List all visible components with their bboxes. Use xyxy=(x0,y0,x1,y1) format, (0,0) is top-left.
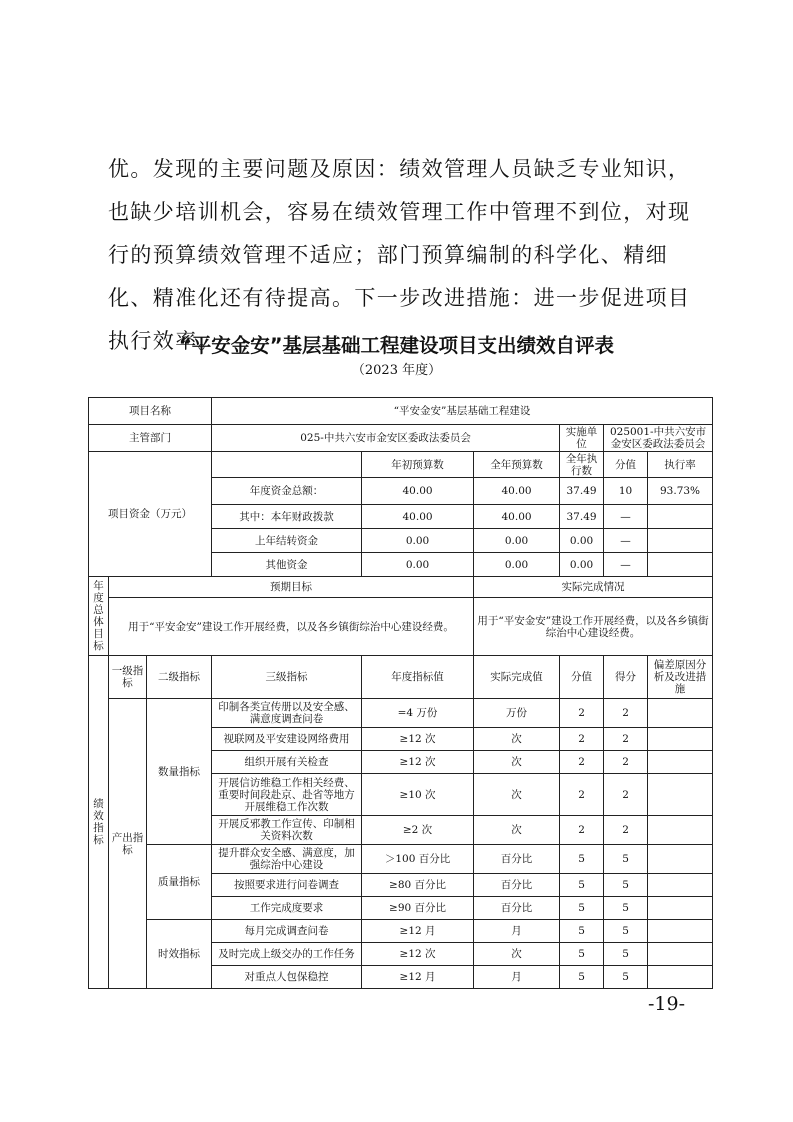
impl-label: 实施单位 xyxy=(560,425,604,452)
target-value: ≥12 月 xyxy=(362,920,474,943)
funds-row-value: 10 xyxy=(604,478,648,505)
table-title: “平安金安”基层基础工程建设项目支出绩效自评表 xyxy=(178,334,615,357)
score-value: 2 xyxy=(560,728,604,751)
reason-cell xyxy=(648,774,713,816)
score-value: 2 xyxy=(560,751,604,774)
funds-row-full: 0.00 xyxy=(474,529,560,553)
reason-cell xyxy=(648,966,713,989)
l3-indicator: 每月完成调查问卷 xyxy=(212,920,362,943)
score: 2 xyxy=(604,728,648,751)
goals-actual-text: 用于“平安金安”建设工作开展经费，以及各乡镇街综治中心建设经费。 xyxy=(474,598,713,656)
target-value: ≥12 月 xyxy=(362,966,474,989)
reason-cell xyxy=(648,816,713,845)
score: 5 xyxy=(604,920,648,943)
col-budget-start: 年初预算数 xyxy=(362,452,474,478)
score: 2 xyxy=(604,751,648,774)
col-actual: 实际完成值 xyxy=(474,656,560,699)
reason-cell xyxy=(648,920,713,943)
dept-value: 025-中共六安市金安区委政法委员会 xyxy=(212,425,560,452)
funds-row-name: 其中：本年财政拨款 xyxy=(212,505,362,529)
target-value: ≥90 百分比 xyxy=(362,897,474,920)
dept-label: 主管部门 xyxy=(89,425,212,452)
actual-value: 百分比 xyxy=(474,897,560,920)
funds-row-full: 0.00 xyxy=(474,553,560,577)
funds-row-rate xyxy=(648,553,713,577)
l3-indicator: 组织开展有关检查 xyxy=(212,751,362,774)
col-score: 得分 xyxy=(604,656,648,699)
perf-label xyxy=(89,656,109,989)
evaluation-table xyxy=(88,397,713,989)
target-value: ≥12 次 xyxy=(362,943,474,966)
target-value: ≥2 次 xyxy=(362,816,474,845)
target-value: ≥80 百分比 xyxy=(362,874,474,897)
reason-cell xyxy=(648,751,713,774)
project-name-value: “平安金安”基层基础工程建设 xyxy=(212,398,713,425)
score: 5 xyxy=(604,845,648,874)
score-value: 2 xyxy=(560,699,604,728)
actual-value: 次 xyxy=(474,816,560,845)
actual-value: 次 xyxy=(474,774,560,816)
reason-cell xyxy=(648,897,713,920)
score-value: 2 xyxy=(560,816,604,845)
goals-actual-label: 实际完成情况 xyxy=(474,577,713,598)
col-value: 分值 xyxy=(560,656,604,699)
table-subtitle: （2023 年度） xyxy=(351,363,442,378)
col-target: 年度指标值 xyxy=(362,656,474,699)
score-value: 5 xyxy=(560,920,604,943)
score-value: 5 xyxy=(560,943,604,966)
funds-row-name: 其他资金 xyxy=(212,553,362,577)
funds-row-value: — xyxy=(604,529,648,553)
goals-expected-label: 预期目标 xyxy=(109,577,474,598)
target-value: ≥12 次 xyxy=(362,751,474,774)
funds-row-name: 上年结转资金 xyxy=(212,529,362,553)
funds-row-start: 40.00 xyxy=(362,505,474,529)
l3-indicator: 提升群众安全感、满意度，加强综治中心建设 xyxy=(212,845,362,874)
actual-value: 百分比 xyxy=(474,845,560,874)
actual-value: 百分比 xyxy=(474,874,560,897)
actual-value: 万份 xyxy=(474,699,560,728)
funds-row-exec: 37.49 xyxy=(560,505,604,529)
l3-indicator: 开展信访维稳工作相关经费、重要时间段赴京、赴省等地方开展维稳工作次数 xyxy=(212,774,362,816)
reason-cell xyxy=(648,845,713,874)
col-l1: 一级指标 xyxy=(109,656,147,699)
col-l2: 二级指标 xyxy=(147,656,212,699)
target-value: ≥10 次 xyxy=(362,774,474,816)
col-rate: 执行率 xyxy=(648,452,713,478)
l3-indicator: 开展反邪教工作宣传、印制相关资料次数 xyxy=(212,816,362,845)
l2-group: 数量指标 xyxy=(147,699,212,845)
funds-row-value: — xyxy=(604,505,648,529)
funds-row-start: 0.00 xyxy=(362,529,474,553)
target-value: ＞100 百分比 xyxy=(362,845,474,874)
actual-value: 次 xyxy=(474,751,560,774)
funds-row-rate xyxy=(648,529,713,553)
funds-row-start: 0.00 xyxy=(362,553,474,577)
perf-label-text: 绩效指标 xyxy=(93,798,104,846)
page-number: -19- xyxy=(648,993,686,1015)
col-reason: 偏差原因分析及改进措施 xyxy=(648,656,713,699)
reason-cell xyxy=(648,728,713,751)
reason-cell xyxy=(648,874,713,897)
l2-group: 质量指标 xyxy=(147,845,212,920)
funds-row-full: 40.00 xyxy=(474,505,560,529)
reason-cell xyxy=(648,943,713,966)
funds-label xyxy=(89,452,212,577)
funds-row-start: 40.00 xyxy=(362,478,474,505)
l3-indicator: 对重点人包保稳控 xyxy=(212,966,362,989)
funds-row-exec: 37.49 xyxy=(560,478,604,505)
l3-indicator: 印制各类宣传册以及安全感、满意度调查问卷 xyxy=(212,699,362,728)
col-l3: 三级指标 xyxy=(212,656,362,699)
impl-value: 025001-中共六安市金安区委政法委员会 xyxy=(604,425,713,452)
l2-group: 时效指标 xyxy=(147,920,212,989)
goals-expected-text: 用于“平安金安”建设工作开展经费，以及各乡镇街综治中心建设经费。 xyxy=(109,598,474,656)
score: 5 xyxy=(604,966,648,989)
funds-row-exec: 0.00 xyxy=(560,553,604,577)
score: 5 xyxy=(604,897,648,920)
funds-row-value: — xyxy=(604,553,648,577)
score-value: 5 xyxy=(560,897,604,920)
col-exec: 全年执行数 xyxy=(560,452,604,478)
funds-label-text: 项目资金（万元） xyxy=(108,508,193,520)
funds-header-blank xyxy=(212,452,362,478)
score: 2 xyxy=(604,699,648,728)
actual-value: 次 xyxy=(474,728,560,751)
col-budget-full: 全年预算数 xyxy=(474,452,560,478)
funds-row-rate: 93.73% xyxy=(648,478,713,505)
score-value: 5 xyxy=(560,874,604,897)
actual-value: 次 xyxy=(474,943,560,966)
score-value: 2 xyxy=(560,774,604,816)
funds-row-name: 年度资金总额： xyxy=(212,478,362,505)
goals-label-text: 年度总体目标 xyxy=(93,580,104,652)
l3-indicator: 视联网及平安建设网络费用 xyxy=(212,728,362,751)
l3-indicator: 及时完成上级交办的工作任务 xyxy=(212,943,362,966)
funds-row-full: 40.00 xyxy=(474,478,560,505)
score: 2 xyxy=(604,816,648,845)
score: 5 xyxy=(604,874,648,897)
body-paragraph: 优。发现的主要问题及原因：绩效管理人员缺乏专业知识，也缺少培训机会，容易在绩效管理工作中管理不到位，对现行的预算绩效管理不适应；部门预算编制的科学化、精细化、精准化还有待提高。下一步改进措施：进一步促进项目执行效率。 xyxy=(108,157,691,353)
score-value: 5 xyxy=(560,845,604,874)
score: 2 xyxy=(604,774,648,816)
project-name-label: 项目名称 xyxy=(89,398,212,425)
target-value: ≥12 次 xyxy=(362,728,474,751)
actual-value: 月 xyxy=(474,966,560,989)
score: 5 xyxy=(604,943,648,966)
funds-row-rate xyxy=(648,505,713,529)
col-score-value: 分值 xyxy=(604,452,648,478)
reason-cell xyxy=(648,699,713,728)
l3-indicator: 按照要求进行问卷调查 xyxy=(212,874,362,897)
goals-label xyxy=(89,577,109,656)
funds-row-exec: 0.00 xyxy=(560,529,604,553)
score-value: 5 xyxy=(560,966,604,989)
target-value: =4 万份 xyxy=(362,699,474,728)
actual-value: 月 xyxy=(474,920,560,943)
l1-output: 产出指标 xyxy=(109,699,147,989)
l3-indicator: 工作完成度要求 xyxy=(212,897,362,920)
